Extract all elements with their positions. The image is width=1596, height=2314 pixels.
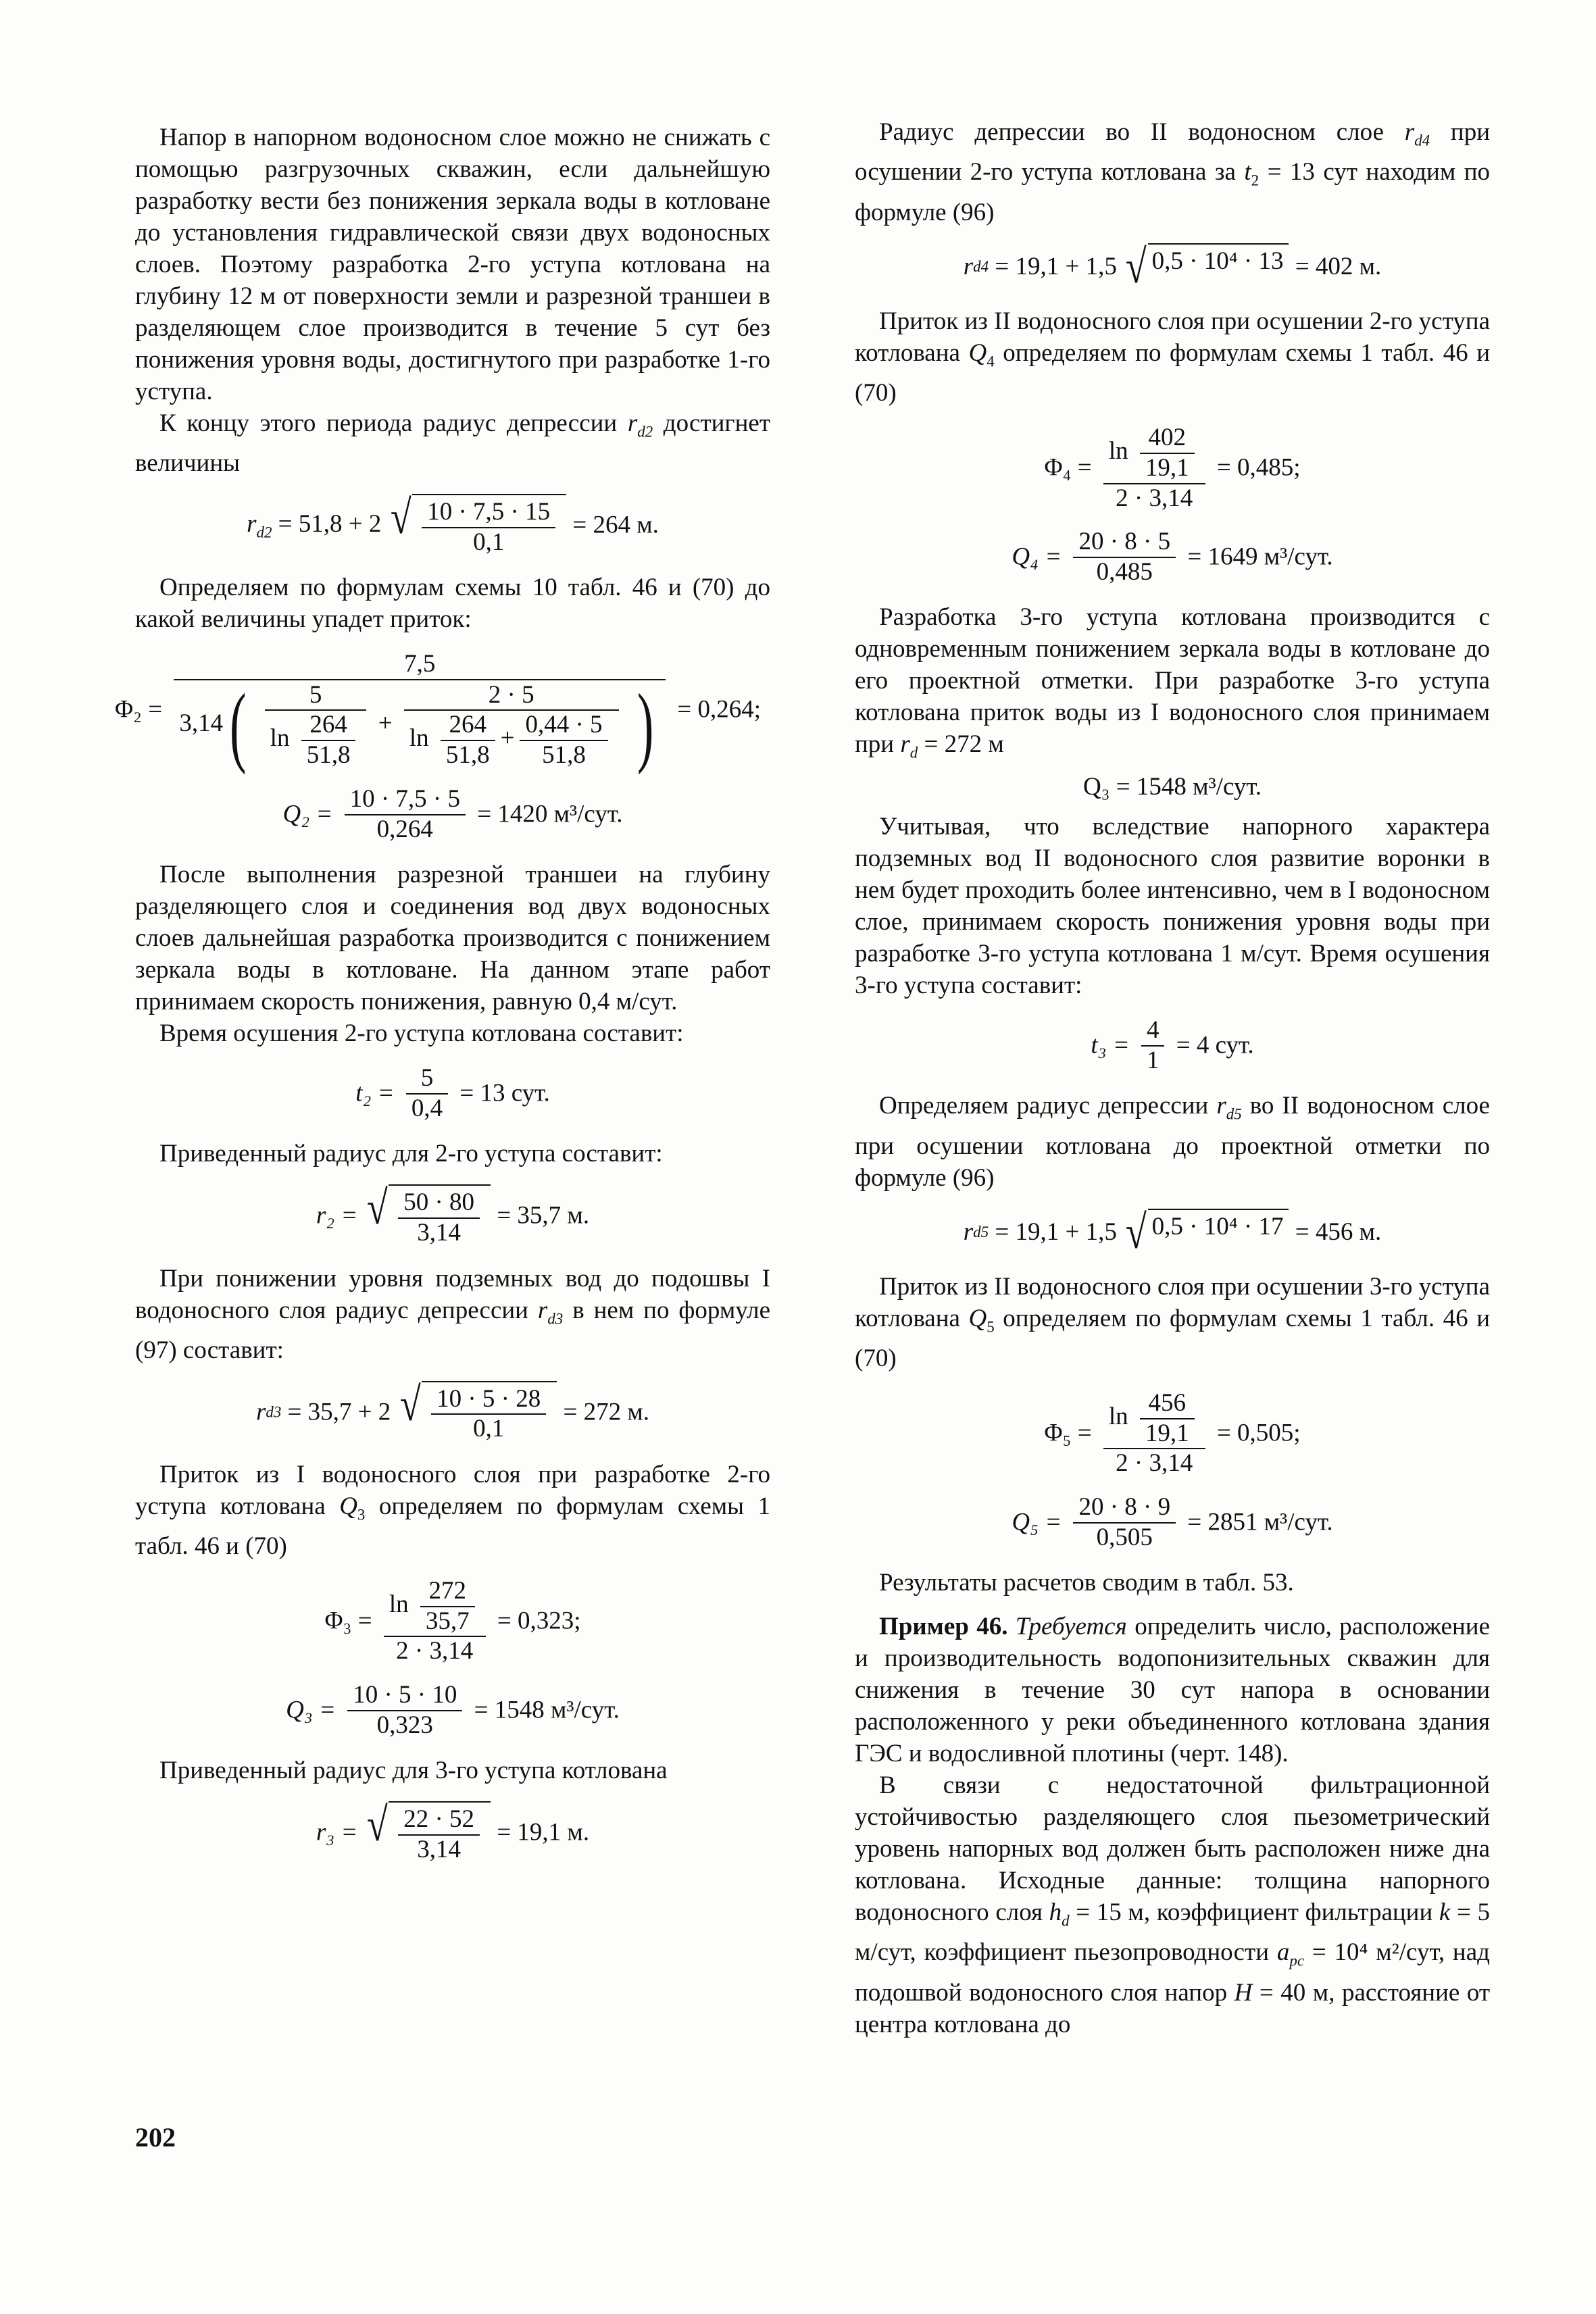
paragraph: Учитывая, что вследствие напорного характера подземных вод II водоносного слоя развитие воронки в нем будет проходить более интенсивно, чем в I водоносном слое, принимаем скорость понижения уровня воды при разработке 3-го уступа котлована 1 м/сут. Время осушения 3-го уступа составит:: [855, 813, 1490, 1000]
equation-rd2: $r_{d2} = 51,8 + 2$ √ $\frac{10 \cdot 7,5 \cdot 15}{0,1}$ = 264 м.: [247, 491, 659, 556]
equation-r2: r₂ = √ $\frac{50 \cdot 80}{3,14}$ = 35,7 м.: [316, 1182, 590, 1247]
right-column: [855, 116, 1490, 2040]
paragraph: При понижении уровня подземных вод до подошвы I водоносного слоя радиус депрессии $r_{d3}$ в нем по формуле (97) составит:: [135, 1264, 770, 1364]
paragraph: Разработка 3-го уступа котлована производится с одновременным понижением зеркала воды в котловане до его проектной отметки. При разработке 3-го уступа котлована приток воды из I водоносного слоя принимаем при $r_d = 272$ м: [855, 603, 1490, 761]
paragraph: Приведенный радиус для 3-го уступа котлована: [159, 1757, 668, 1785]
paragraph: К концу этого периода радиус депрессии $r_{d2}$ достигнет величины: [135, 409, 770, 478]
equation-t3: t₃ = $\frac{4}{1}$ = 4 сут.: [1091, 1016, 1254, 1074]
paragraph: Приток из II водоносного слоя при осушении 2-го уступа котлована $Q_4$ определяем по формулам схемы 1 табл. 46 и (70): [855, 307, 1490, 407]
paragraph: Приток из I водоносного слоя при разработке 2-го уступа котлована $Q_3$ определяем по формулам схемы 1 табл. 46 и (70): [135, 1461, 770, 1561]
equation-q5: Q₅ = $\frac{20 \cdot 8 \cdot 9}{0,505}$ = 2851 м³/сут.: [1012, 1492, 1333, 1551]
paragraph: Определяем по формулам схемы 10 табл. 46 и (70) до какой величины упадет приток:: [135, 574, 770, 634]
equation-phi5: Φ₅ = ln $\frac{456}{19,1}$ 2 · 3,14 = 0,505;: [1044, 1389, 1301, 1478]
paragraph: Радиус депрессии во II водоносном слое $r_{d4}$ при осушении 2-го уступа котлована за $t_2 = 13$ сут находим по формуле (96): [855, 118, 1490, 226]
equation-rd4: rd4 = 19,1 + 1,5 √ 0,5 · 10⁴ · 13 = 402 м.: [963, 240, 1382, 293]
paragraph: Приток из II водоносного слоя при осушении 3-го уступа котлована $Q_5$ определяем по формулам схемы 1 табл. 46 и (70): [855, 1272, 1490, 1373]
paragraph: Напор в напорном водоносном слое можно не снижать с помощью разгрузочных скважин, если дальнейшую разработку вести без понижения зеркала воды в котловане до установления гидравлической связи двух водоносных слоев. Поэтому разработка 2-го уступа котлована на глубину 12 м от поверхности земли и разрезной траншеи в разделяющем слое производится в течение 5 сут без понижения уровня воды, достигнутого при разработке 1-го уступа.: [135, 124, 770, 405]
paragraph: В связи с недостаточной фильтрационной устойчивостью разделяющего слоя пьезометрический уровень напорных вод должен быть расположен ниже дна котлована. Исходные данные: толщина напорного водоносного слоя $h_d = 15$ м, коэффициент фильтрации k = 5 м/сут, коэффициент пьезопроводности $a_{pc} = 10^4$ м²/сут, над подошвой водоносного слоя напор H = 40 м, расстояние от центра котлована до: [855, 1771, 1490, 2038]
equation-rd5: rd5 = 19,1 + 1,5 √ 0,5 · 10⁴ · 17 = 456 м.: [963, 1205, 1382, 1259]
equation-r3: r₃ = √ $\frac{22 \cdot 52}{3,14}$ = 19,1 м.: [316, 1799, 590, 1863]
paragraph: Приведенный радиус для 2-го уступа составит:: [159, 1140, 663, 1168]
equation-phi3: Φ₃ = ln $\frac{272}{35,7}$ 2 · 3,14 = 0,323;: [324, 1577, 581, 1665]
equation-q2: Q₂ = $\frac{10 \cdot 7,5 \cdot 5}{0,264}$ = 1420 м³/сут.: [282, 785, 623, 843]
paragraph: После выполнения разрезной траншеи на глубину разделяющего слоя и соединения вод двух водоносных слоев дальнейшая разработка производится с понижением зеркала воды в котловане. На данном этапе работ принимаем скорость понижения, равную 0,4 м/сут.: [135, 861, 770, 1016]
equation-rd3: rd3 = 35,7 + 2 √ $\frac{10 \cdot 5 \cdot 28}{0,1}$ = 272 м.: [255, 1378, 650, 1443]
equation-q3: Q₃ = $\frac{10 \cdot 5 \cdot 10}{0,323}$ = 1548 м³/сут.: [286, 1681, 620, 1739]
equation-phi2: Φ₂ = 7,5 3,14( 5 ln $\frac{264}{51,8}$ + 2 · 5 ln $\frac{264}{51,8}$ + $\frac{0,44 \cdot 5}{51,8}$ ) = 0,264;: [115, 650, 762, 776]
paragraph: Определяем радиус депрессии $r_{d5}$ во II водоносном слое при осушении котлована до проектной отметки по формуле (96): [855, 1092, 1490, 1192]
left-column: [115, 122, 770, 1879]
example-paragraph: Пример 46. Требуется определить число, расположение и производительность водопонизительных скважин для снижения в течение 30 сут напора в основании расположенного у реки объединенного котлована здания ГЭС и водосливной плотины (черт. 148).: [855, 1613, 1490, 1768]
equation-q3-repeat: Q₃ = 1548 м³/сут.: [1082, 772, 1262, 801]
equation-q4: Q₄ = $\frac{20 \cdot 8 \cdot 5}{0,485}$ = 1649 м³/сут.: [1012, 528, 1333, 586]
equation-t2: t₂ = $\frac{5}{0,4}$ = 13 сут.: [355, 1064, 550, 1122]
paragraph: Результаты расчетов сводим в табл. 53.: [879, 1569, 1294, 1597]
paragraph: Время осушения 2-го уступа котлована составит:: [159, 1020, 684, 1048]
equation-phi4: Φ₄ = ln $\frac{402}{19,1}$ 2 · 3,14 = 0,485;: [1044, 424, 1301, 512]
page-number: 202: [135, 2122, 176, 2153]
